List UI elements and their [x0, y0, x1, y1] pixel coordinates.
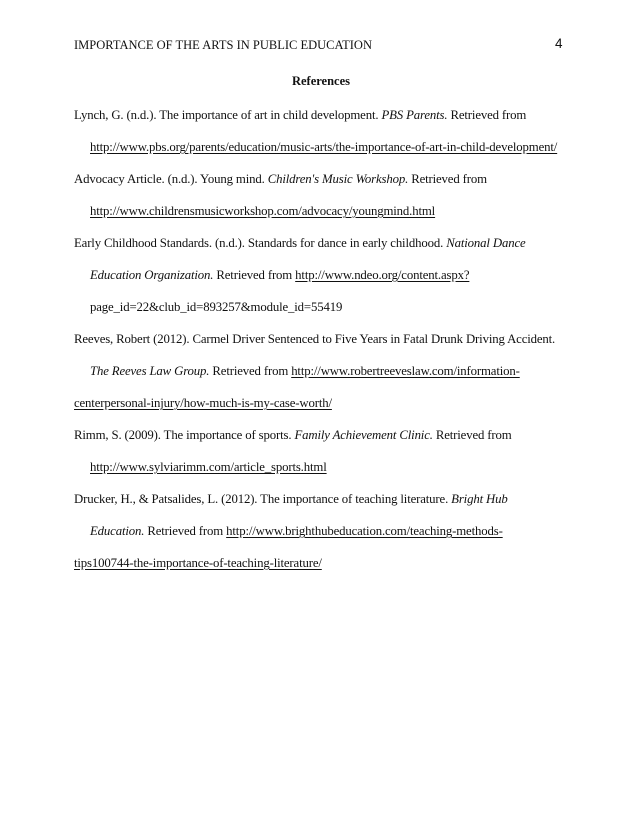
reference-lynch-link[interactable]: http://www.pbs.org/parents/education/music-arts/the-importance-of-art-in-child-development/	[90, 140, 558, 154]
reference-source: National Dance	[446, 236, 526, 250]
reference-retrieved: Retrieved from	[447, 108, 527, 122]
reference-text: Rimm, S. (2009). The importance of sports.	[74, 428, 295, 442]
reference-rimm	[74, 428, 512, 443]
reference-ecs-line3	[90, 300, 342, 315]
references-title: References	[291, 74, 351, 88]
reference-drucker-line2	[90, 524, 503, 539]
reference-reeves-link-continued[interactable]: centerpersonal-injury/how-much-is-my-case-worth/	[74, 396, 332, 410]
reference-reeves-line3	[74, 396, 332, 411]
reference-text: Drucker, H., & Patsalides, L. (2012). The importance of teaching literature.	[74, 492, 452, 506]
reference-ecs-url-continued: page_id=22&club_id=893257&module_id=55419	[90, 300, 343, 314]
running-head: IMPORTANCE OF THE ARTS IN PUBLIC EDUCATION	[74, 38, 372, 52]
reference-advocacy-url-line	[90, 204, 435, 219]
reference-retrieved: Retrieved from	[213, 268, 296, 282]
reference-text: Early Childhood Standards. (n.d.). Standards for dance in early childhood.	[74, 236, 447, 250]
reference-text: Lynch, G. (n.d.). The importance of art in child development.	[74, 108, 382, 122]
reference-advocacy	[74, 172, 487, 187]
reference-source: Family Achievement Clinic.	[294, 428, 433, 442]
reference-retrieved: Retrieved from	[432, 428, 512, 442]
reference-text: Advocacy Article. (n.d.). Young mind.	[74, 172, 268, 186]
reference-drucker-link-continued[interactable]: tips100744-the-importance-of-teaching-literature/	[74, 556, 322, 570]
reference-source: PBS Parents.	[381, 108, 448, 122]
reference-ecs	[74, 236, 526, 251]
reference-retrieved: Retrieved from	[209, 364, 292, 378]
reference-lynch-url-line	[90, 140, 557, 155]
reference-source: Education Organization.	[90, 268, 214, 282]
reference-source: The Reeves Law Group.	[90, 364, 210, 378]
reference-ecs-link[interactable]: http://www.ndeo.org/content.aspx?	[295, 268, 470, 282]
reference-lynch	[74, 108, 526, 123]
reference-drucker-link[interactable]: http://www.brighthubeducation.com/teaching-methods-	[226, 524, 503, 538]
reference-reeves-line2	[90, 364, 520, 379]
reference-source: Bright Hub	[451, 492, 508, 506]
reference-source: Children's Music Workshop.	[267, 172, 409, 186]
page-number: 4	[555, 36, 563, 51]
reference-advocacy-link[interactable]: http://www.childrensmusicworkshop.com/advocacy/youngmind.html	[90, 204, 436, 218]
reference-drucker-line3	[74, 556, 322, 571]
reference-retrieved: Retrieved from	[408, 172, 487, 186]
reference-rimm-link[interactable]: http://www.sylviarimm.com/article_sports.html	[90, 460, 327, 474]
reference-reeves	[74, 332, 555, 347]
reference-reeves-link[interactable]: http://www.robertreeveslaw.com/information-	[291, 364, 520, 378]
reference-rimm-url-line	[90, 460, 327, 475]
reference-ecs-line2	[90, 268, 469, 283]
reference-retrieved: Retrieved from	[144, 524, 227, 538]
reference-drucker	[74, 492, 508, 507]
reference-text: Reeves, Robert (2012). Carmel Driver Sentenced to Five Years in Fatal Drunk Driving Accident.	[74, 332, 556, 346]
reference-source: Education.	[90, 524, 145, 538]
